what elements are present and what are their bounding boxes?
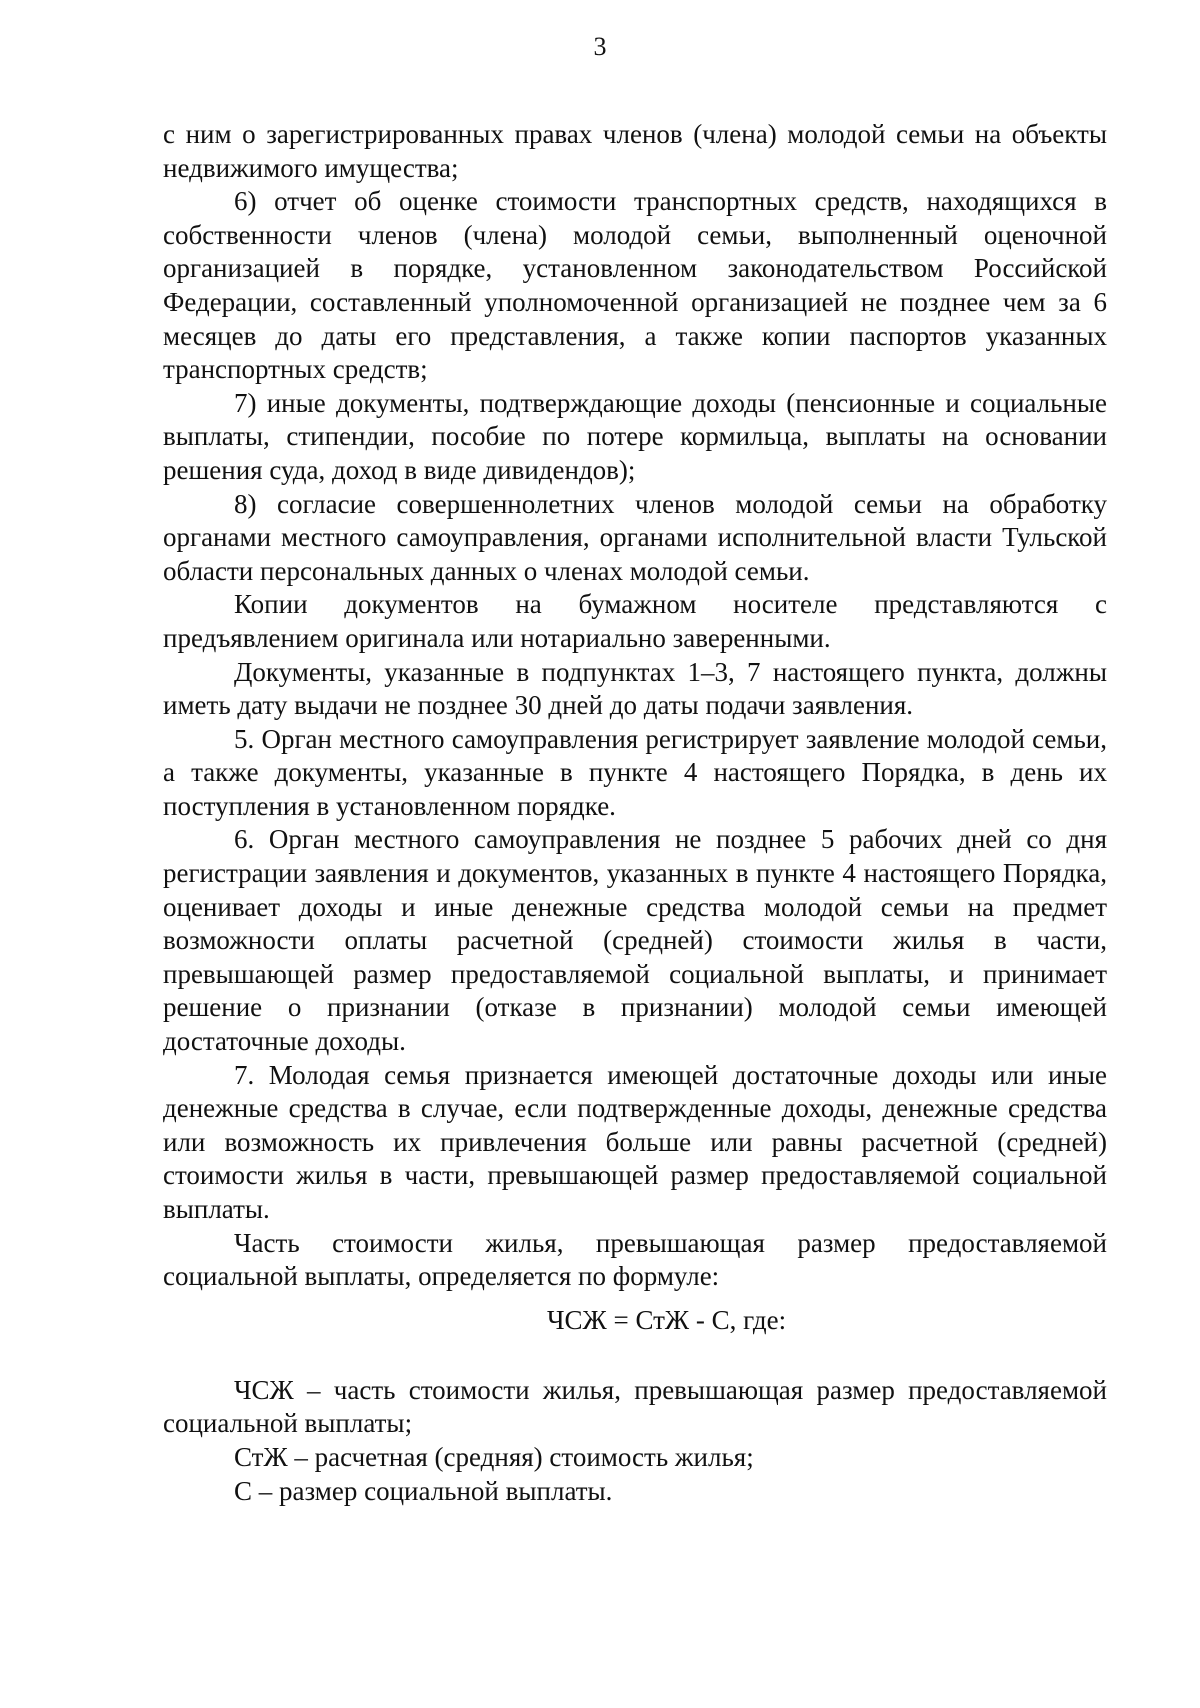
paragraph-clause-5: 5. Орган местного самоуправления регистрирует заявление молодой семьи, а также документы, указанные в пункте 4 настоящего Порядка, в день их поступления в установленном порядке.	[163, 723, 1107, 821]
formula: ЧСЖ = СтЖ - С, где:	[547, 1304, 787, 1335]
definition-chszh: ЧСЖ – часть стоимости жилья, превышающая размер предоставляемой социальной выплаты;	[163, 1374, 1107, 1439]
page-number: 3	[593, 32, 607, 61]
definition-stzh: СтЖ – расчетная (средняя) стоимость жилья;	[234, 1441, 754, 1472]
paragraph: с ним о зарегистрированных правах членов (члена) молодой семьи на объекты недвижимого имущества;	[163, 119, 1107, 183]
paragraph-item-7: 7) иные документы, подтверждающие доходы (пенсионные и социальные выплаты, стипендии, пособие по потере кормильца, выплаты на основании решения суда, доход в виде дивидендов);	[163, 387, 1107, 485]
definition-s: С – размер социальной выплаты.	[234, 1475, 613, 1506]
paragraph-item-8: 8) согласие совершеннолетних членов молодой семьи на обработку органами местного самоуправления, органами исполнительной власти Тульской области персональных данных о членах молодой семьи.	[163, 488, 1107, 586]
paragraph-documents-date: Документы, указанные в подпунктах 1–3, 7 настоящего пункта, должны иметь дату выдачи не позднее 30 дней до даты подачи заявления.	[163, 656, 1107, 721]
paragraph-copies: Копии документов на бумажном носителе представляются с предъявлением оригинала или нотариально заверенными.	[163, 589, 1107, 653]
document-body	[163, 118, 1107, 1508]
paragraph-clause-6: 6. Орган местного самоуправления не позднее 5 рабочих дней со дня регистрации заявления и документов, указанных в пункте 4 настоящего Порядка, оценивает доходы и иные денежные средства молодой семьи на предмет возможности оплаты расчетной (средней) стоимости жилья в части, превышающей размер предоставляемой социальной выплаты, и принимает решение о признании (отказе в признании) молодой семьи имеющей достаточные доходы.	[163, 824, 1107, 1057]
paragraph-item-6: 6) отчет об оценке стоимости транспортных средств, находящихся в собственности членов (члена) молодой семьи, выполненный оценочной организацией в порядке, установленном законодательством Российской Федерации, составленный уполномоченной организацией не позднее чем за 6 месяцев до даты его представления, а также копии паспортов указанных транспортных средств;	[163, 186, 1107, 385]
paragraph-formula-intro: Часть стоимости жилья, превышающая размер предоставляемой социальной выплаты, определяется по формуле:	[163, 1227, 1107, 1292]
paragraph-clause-7: 7. Молодая семья признается имеющей достаточные доходы или иные денежные средства в случае, если подтвержденные доходы, денежные средства или возможность их привлечения больше или равны расчетной (средней) стоимости жилья в части, превышающей размер предоставляемой социальной выплаты.	[163, 1059, 1107, 1224]
spacer	[163, 1340, 1107, 1374]
